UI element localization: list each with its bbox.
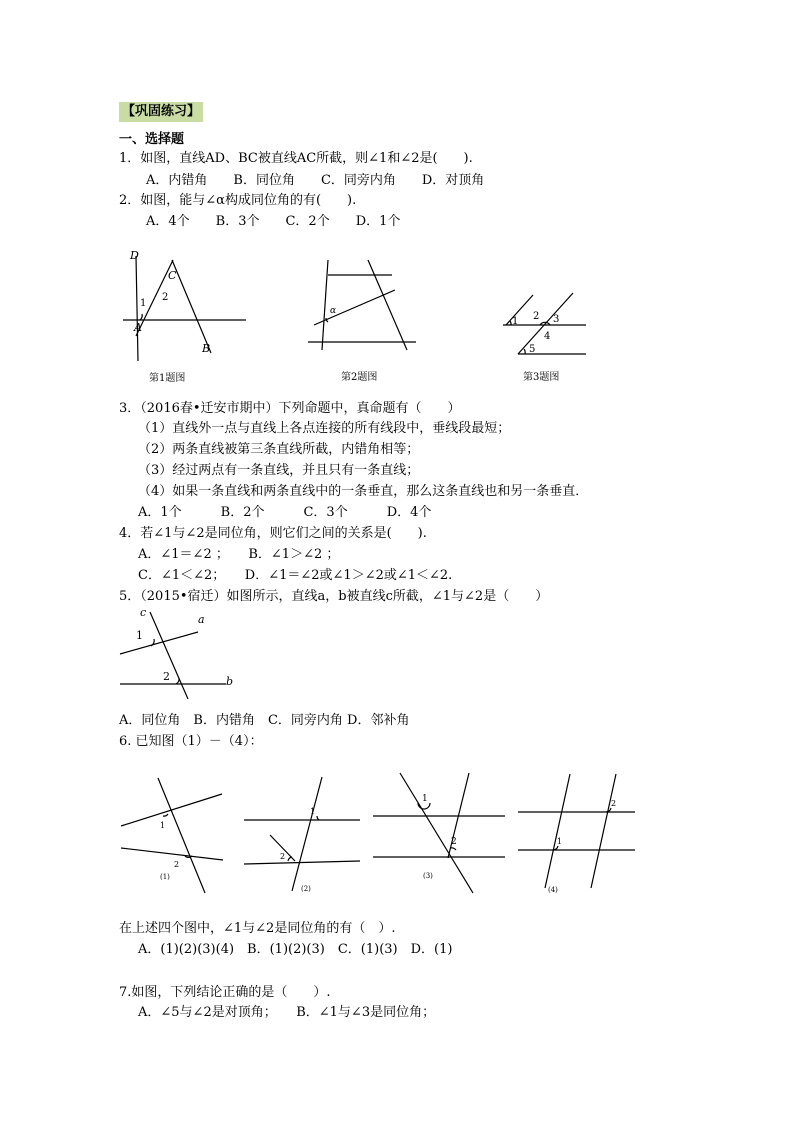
fig6-1-label-2: 2 [174, 860, 180, 869]
fig5-label-1: 1 [136, 629, 143, 642]
fig1-caption: 第1题图 [149, 373, 186, 384]
fig5-label-a: a [198, 613, 205, 626]
q5-options: A．同位角 B．内错角 C．同旁内角 D．邻补角 [119, 713, 410, 728]
figure-q6-2 [240, 773, 365, 898]
figure-q3 [498, 273, 608, 388]
fig5-label-b: b [226, 675, 234, 688]
figure-q6-4 [515, 770, 640, 895]
figure-q5 [118, 604, 248, 704]
fig6-3-label-2: 2 [451, 837, 457, 847]
fig6-2-label-2: 2 [280, 852, 286, 861]
fig3-label-4: 4 [544, 331, 551, 342]
fig6-4-caption: (4) [548, 886, 558, 894]
fig1-label-2: 2 [162, 292, 169, 303]
fig1-label-b: B [202, 342, 211, 355]
fig6-3-label-1: 1 [422, 794, 428, 804]
fig6-1-label-1: 1 [160, 821, 166, 830]
figure-q6-1 [118, 776, 230, 896]
fig6-1-caption: (1) [160, 873, 170, 881]
fig2-label-alpha: α [330, 306, 337, 316]
fig6-4-label-1: 1 [557, 837, 563, 846]
figure-q2 [300, 245, 430, 390]
q4-options-2: C．∠1＜∠2； D．∠1＝∠2或∠1＞∠2或∠1＜∠2. [138, 568, 453, 583]
q3-options: A．1个 B．2个 C．3个 D．4个 [138, 505, 432, 520]
q4-stem: 4．若∠1与∠2是同位角，则它们之间的关系是( ). [119, 526, 427, 541]
fig6-2-label-1: 1 [310, 807, 316, 816]
q2-stem: 2．如图，能与∠α构成同位角的有( ). [119, 193, 357, 208]
q3-item-4: （4）如果一条直线和两条直线中的一条垂直，那么这条直线也和另一条垂直． [138, 484, 589, 499]
section-title: 一、选择题 [119, 132, 185, 147]
q1-stem: 1．如图，直线AD、BC被直线AC所截，则∠1和∠2是( ). [119, 151, 473, 166]
q3-item-3: （3）经过两点有一条直线，并且只有一条直线； [138, 463, 420, 478]
fig6-2-caption: (2) [301, 885, 311, 893]
q5-stem: 5．（2015•宿迁）如图所示，直线a，b被直线c所截，∠1与∠2是（ ） [119, 589, 549, 604]
q2-options: A．4个 B．3个 C．2个 D．1个 [146, 214, 401, 229]
q3-stem: 3．（2016春•迁安市期中）下列命题中，真命题有（ ） [119, 401, 461, 416]
q1-options: A．内错角 B．同位角 C．同旁内角 D．对顶角 [146, 173, 485, 188]
fig1-label-d: D [130, 249, 139, 262]
fig1-label-c: C [168, 269, 177, 282]
q6-options: A．(1)(2)(3)(4) B．(1)(2)(3) C．(1)(3) D．(1) [138, 942, 453, 957]
section-banner: 【巩固练习】 [119, 102, 203, 122]
fig3-label-2: 2 [533, 311, 540, 322]
fig5-label-c: c [140, 606, 147, 619]
q6-followup: 在上述四个图中，∠1与∠2是同位角的有（ ）. [119, 921, 396, 936]
fig1-label-a: A [134, 321, 142, 334]
q3-item-2: （2）两条直线被第三条直线所截，内错角相等； [138, 442, 420, 457]
fig5-label-2: 2 [163, 670, 170, 683]
fig1-label-1: 1 [140, 298, 147, 309]
fig3-caption: 第3题图 [523, 372, 560, 383]
q7-options: A．∠5与∠2是对顶角； B．∠1与∠3是同位角； [138, 1005, 436, 1020]
fig3-label-5: 5 [529, 344, 536, 355]
fig2-caption: 第2题图 [341, 372, 378, 383]
fig6-3-caption: (3) [423, 872, 433, 880]
figure-q1 [118, 243, 248, 388]
fig3-label-1: 1 [512, 316, 519, 327]
figure-q6-3 [370, 768, 510, 898]
q4-options-1: A．∠1＝∠2 ； B．∠1＞∠2 ； [138, 547, 340, 562]
q7-stem: 7.如图，下列结论正确的是（ ）. [119, 985, 331, 1000]
q3-item-1: （1）直线外一点与直线上各点连接的所有线段中，垂线段最短； [138, 421, 511, 436]
q6-stem: 6. 已知图（1）－（4）： [119, 734, 263, 749]
fig6-4-label-2: 2 [611, 799, 617, 808]
fig3-label-3: 3 [553, 314, 560, 325]
